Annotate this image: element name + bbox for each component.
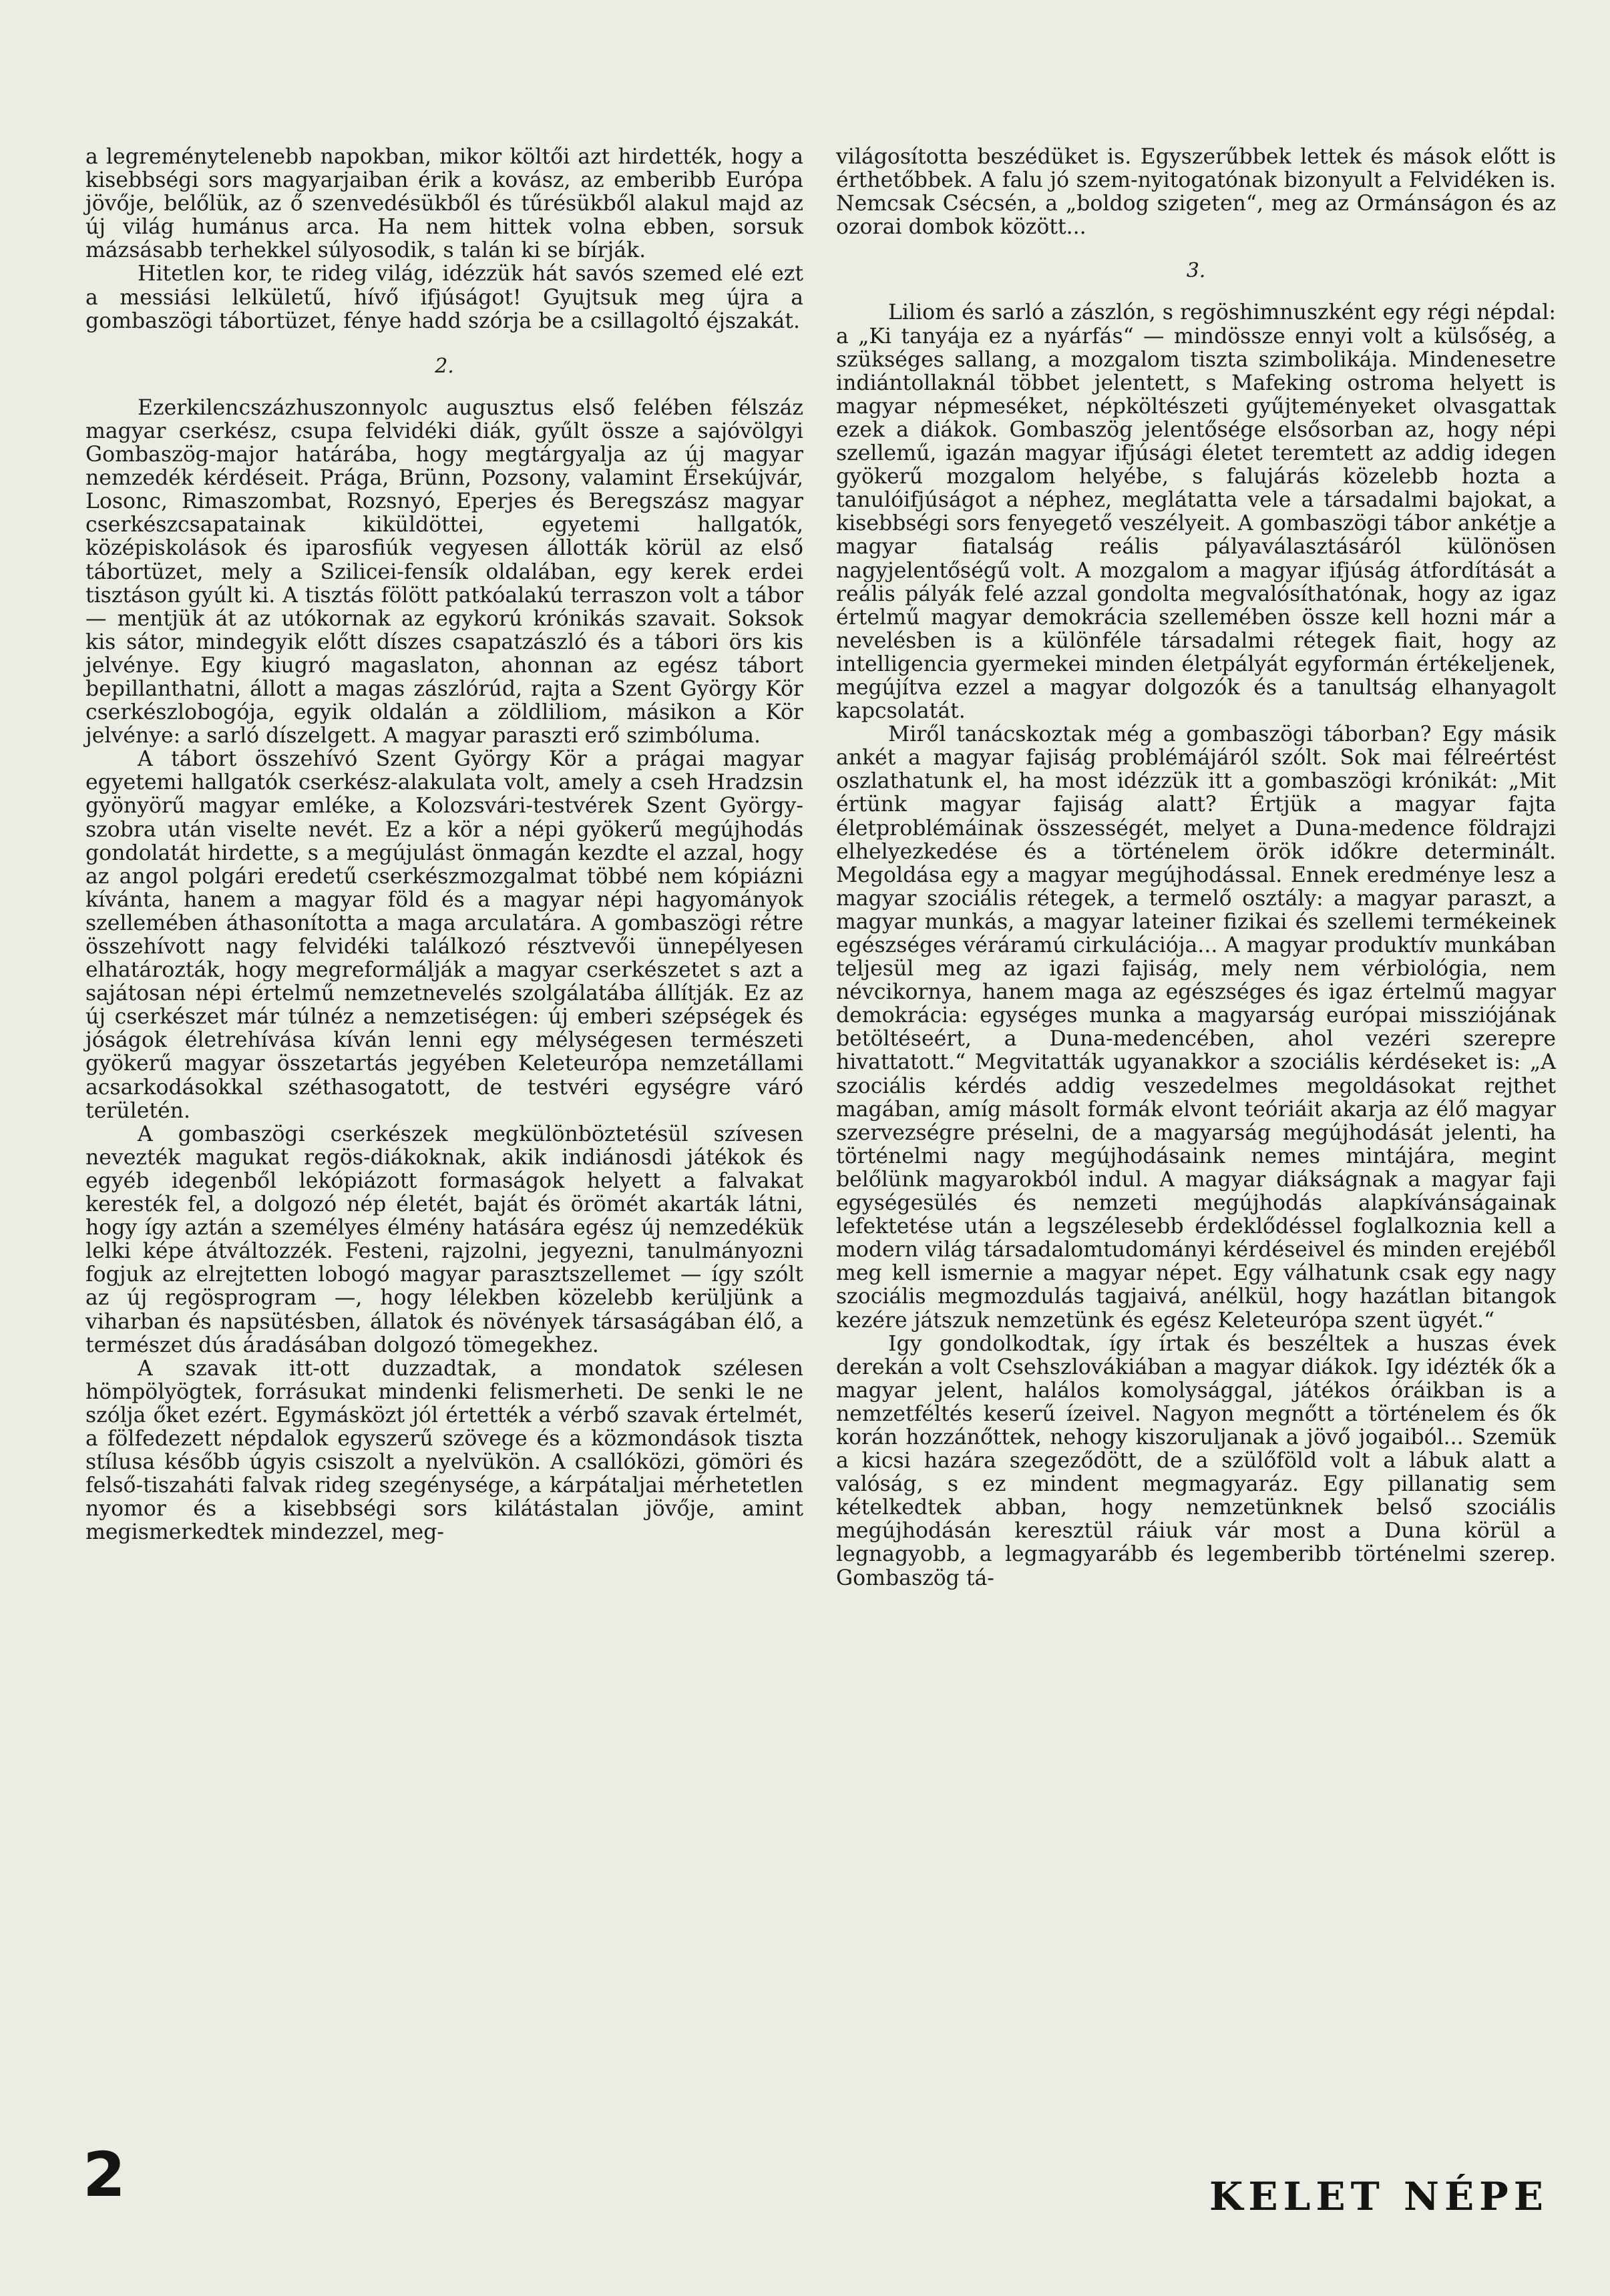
right-column [836,146,1556,1590]
paragraph: A tábort összehívó Szent György Kör a prágai magyar egyetemi hallgatók cserkész-alakulata volt, amely a cseh Hradzsin gyönyörű magyar emléke, a Kolozsvári-testvérek Szent György-szobra után viselte nevét. Ez a kör a népi gyökerű megújhodás gondolatát hirdette, s a megújulást önmagán kezdte el azzal, hogy az angol polgári eredetű cserkészmozgalmat többé nem kópiázni kívánta, hanem a magyar föld és a magyar népi hagyományok szellemében áthasonította a maga arculatára. A gombaszögi rétre összehívott nagy felvidéki találkozó résztvevői ünnepélyesen elhatározták, hogy megreformálják a magyar cserkészetet s azt a sajátosan népi értelmű nemzetnevelés szolgálatába állítják. Ez az új cserkészet már túlnéz a nemzetiségen: új emberi szépségek és jóságok életrehívása kíván lenni egy mélységesen természeti gyökerű magyar összetartás jegyében Keleteurópa nemzetállami acsarkodásokkal széthasogatott, de testvéri egységre váró területén. [85,747,803,1123]
left-column [85,146,803,1544]
paragraph: Liliom és sarló a zászlón, s regöshimnuszként egy régi népdal: a „Ki tanyája ez a nyárfás“ — mindössze ennyi volt a külsőség, a szükséges sallang, a mozgalom tiszta szimbolikája. Mindenesetre indiántollaknál többet jelentett, s Mafeking ostroma helyett is magyar népmeséket, népköltészeti gyűjteményeket olvasgattak ezek a diákok. Gombaszög jelentősége elsősorban az, hogy népi szellemű, igazán magyar ifjúsági életet teremtett az addig idegen gyökerű mozgalom helyébe, s falujárás közelebb hozta a tanulóifjúságot a néphez, meglátatta vele a társadalmi bajokat, a kisebbségi sors fenyegető veszélyeit. A gombaszögi tábor ankétje a magyar fiatalság reális pályaválasztásáról különösen nagyjelentőségű volt. A mozgalom a magyar ifjúság átfordítását a reális pályák felé azzal gondolta megvalósíthatónak, hogy az igaz értelmű magyar demokrácia szellemében össze kell hozni már a nevelésben is a különféle társadalmi rétegek fiait, hogy az intelligencia gyermekei minden életpályát egyformán értékeljenek, megújítva ezzel a magyar dolgozók és a tanultság elhanyagolt kapcsolatát. [836,300,1556,724]
section-number: 3. [1186,259,1206,283]
page-number: 2 [83,2139,126,2211]
paragraph: Igy gondolkodtak, így írtak és beszéltek a huszas évek derekán a volt Csehszlovákiában a magyar diákok. Igy idézték ők a magyar jelent, halálos komolysággal, játékos óráikban is a nemzetféltés keserű ízeivel. Nagyon megnőtt a történelem és ők korán hozzánőttek, nehogy kiszoruljanak a jövő jogaiból... Szemük a kicsi hazára szegeződött, de a szülőföld volt a lábuk alatt a valóság, s ez mindent megmagyaráz. Egy pillanatig sem kételkedtek abban, hogy nemzetünknek belső szociális megújhodásán keresztül ráiuk vár most a Duna körül a legnagyobb, a legmagyarább és legemberibb történelmi szerep. Gombaszög tá- [836,1331,1556,1590]
publication-title: KELET NÉPE [1209,2174,1549,2219]
section-number: 2. [435,354,454,378]
paragraph: Hitetlen kor, te rideg világ, idézzük hát savós szemed elé ezt a messiási lelkületű, hívő ifjúságot! Gyujtsuk meg újra a gombaszögi tábortüzet, fénye hadd szórja be a csillagoltó éjszakát. [85,262,803,333]
paragraph: Miről tanácskoztak még a gombaszögi táborban? Egy másik ankét a magyar fajiság problémájáról szólt. Sok mai félreértést oszlathatunk el, ha most idézzük itt a gombaszögi krónikát: „Mit értünk magyar fajiság alatt? Értjük a magyar fajta életproblémáinak összességét, melyet a Duna-medence földrajzi elhelyezkedése és a történelem örök időkre determinált. Megoldása egy a magyar megújhodással. Ennek eredménye lesz a magyar szociális rétegek, a termelő osztály: a magyar paraszt, a magyar munkás, a magyar lateiner fizikai és szellemi termékeinek egészséges véráramú cirkulációja... A magyar produktív munkában teljesül meg az igazi fajiság, mely nem vérbiológia, nem névcikornya, hanem maga az egészséges és igaz értelmű magyar demokrácia: egységes munka a magyarság európai missziójának betöltéseért, a Duna-medencében, ahol vezéri szerepre hivattatott.“ Megvitatták ugyanakkor a szociális kérdéseket is: „A szociális kérdés addig veszedelmes megoldásokat rejthet magában, amíg másolt formák elvont teóriáit akarja az élő magyar szervezségre préselni, de a magyarság megújhodását jelenti, ha történelmi nagy megújhodásaink nemes mintájára, megint belőlünk magyarokból indul. A magyar diákságnak a magyar faji egységesülés és nemzeti megújhodás alapkívánságainak lefektetése után a legszélesebb érdeklődéssel foglalkoznia kell a modern világ társadalomtudományi kérdéseivel és minden erejéből meg kell ismernie a magyar népet. Egy válhatunk csak egy nagy szociális megmozdulás tagjaivá, anélkül, hogy hazátlan bitangok kezére játszuk nemzetünk és egész Keleteurópa szent ügyét.“ [836,722,1556,1333]
paragraph: a legreménytelenebb napokban, mikor költői azt hirdették, hogy a kisebbségi sors magyarjaiban érik a kovász, az emberibb Európa jövője, belőlük, az ő szenvedésükből és tűrésükből alakul majd az új világ humánus arca. Ha nem hittek volna ebben, sorsuk mázsásabb terhekkel súlyosodik, s talán ki se bírják. [85,145,803,263]
paragraph: A szavak itt-ott duzzadtak, a mondatok szélesen hömpölyögtek, forrásukat mindenki felismerheti. De senki le ne szólja őket ezért. Egymásközt jól értették a vérbő szavak értelmét, a fölfedezett népdalok egyszerű szövege és a közmondások tiszta stílusa később úgyis csiszolt a nyelvükön. A csallóközi, gömöri és felső-tiszaháti falvak rideg szegénysége, a kárpátaljai mérhetetlen nyomor és a kisebbségi sors kilátástalan jövője, amint megismerkedtek mindezzel, meg- [85,1356,803,1545]
paragraph: Ezerkilencszázhuszonnyolc augusztus első felében félszáz magyar cserkész, csupa felvidéki diák, gyűlt össze a sajóvölgyi Gombaszög-major határába, hogy megtárgyalja az új magyar nemzedék kérdéseit. Prága, Brünn, Pozsony, valamint Érsekújvár, Losonc, Rimaszombat, Rozsnyó, Eperjes és Beregszász magyar cserkészcsapatainak kiküldöttei, egyetemi hallgatók, középiskolások és iparosfiúk vegyesen állották körül az első tábortüzet, mely a Szilicei-fensík oldalában, egy kerek erdei tisztáson gyúlt ki. A tisztás fölött patkóalakú terraszon volt a tábor — mentjük át az utókornak az egykorú krónikás szavait. Soksok kis sátor, mindegyik előtt díszes csapatzászló és a tábori örs kis jelvénye. Egy kiugró magaslaton, ahonnan az egész tábort bepillanthatni, állott a magas zászlórúd, rajta a Szent György Kör cserkészlobogója, egyik oldalán a zöldliliom, másikon a Kör jelvénye: a sarló díszelgett. A magyar paraszti erő szimbóluma. [85,395,803,748]
paragraph: világosította beszédüket is. Egyszerűbbek lettek és mások előtt is érthetőbbek. A falu jó szem-nyitogatónak bizonyult a Felvidéken is. Nemcsak Csécsén, a „boldog szigeten“, meg az Ormánságon és az ozorai dombok között... [836,145,1556,240]
paragraph: A gombaszögi cserkészek megkülönböztetésül szívesen nevezték magukat regös-diákoknak, akik indiánosdi játékok és egyéb idegenből lekópiázott formaságok helyett a falvakat keresték fel, a dolgozó nép életét, baját és örömét akarták látni, hogy így aztán a személyes élmény hatására egész új nemzedékük lelki képe átváltozzék. Festeni, rajzolni, jegyezni, tanulmányozni fogjuk az elrejtetten lobogó magyar parasztszellemet — így szólt az új regösprogram —, hogy lélekben közelebb kerüljünk a viharban és napsütésben, állatok és növények társaságában élő, a természet dús áradásában dolgozó tömegekhez. [85,1122,803,1357]
